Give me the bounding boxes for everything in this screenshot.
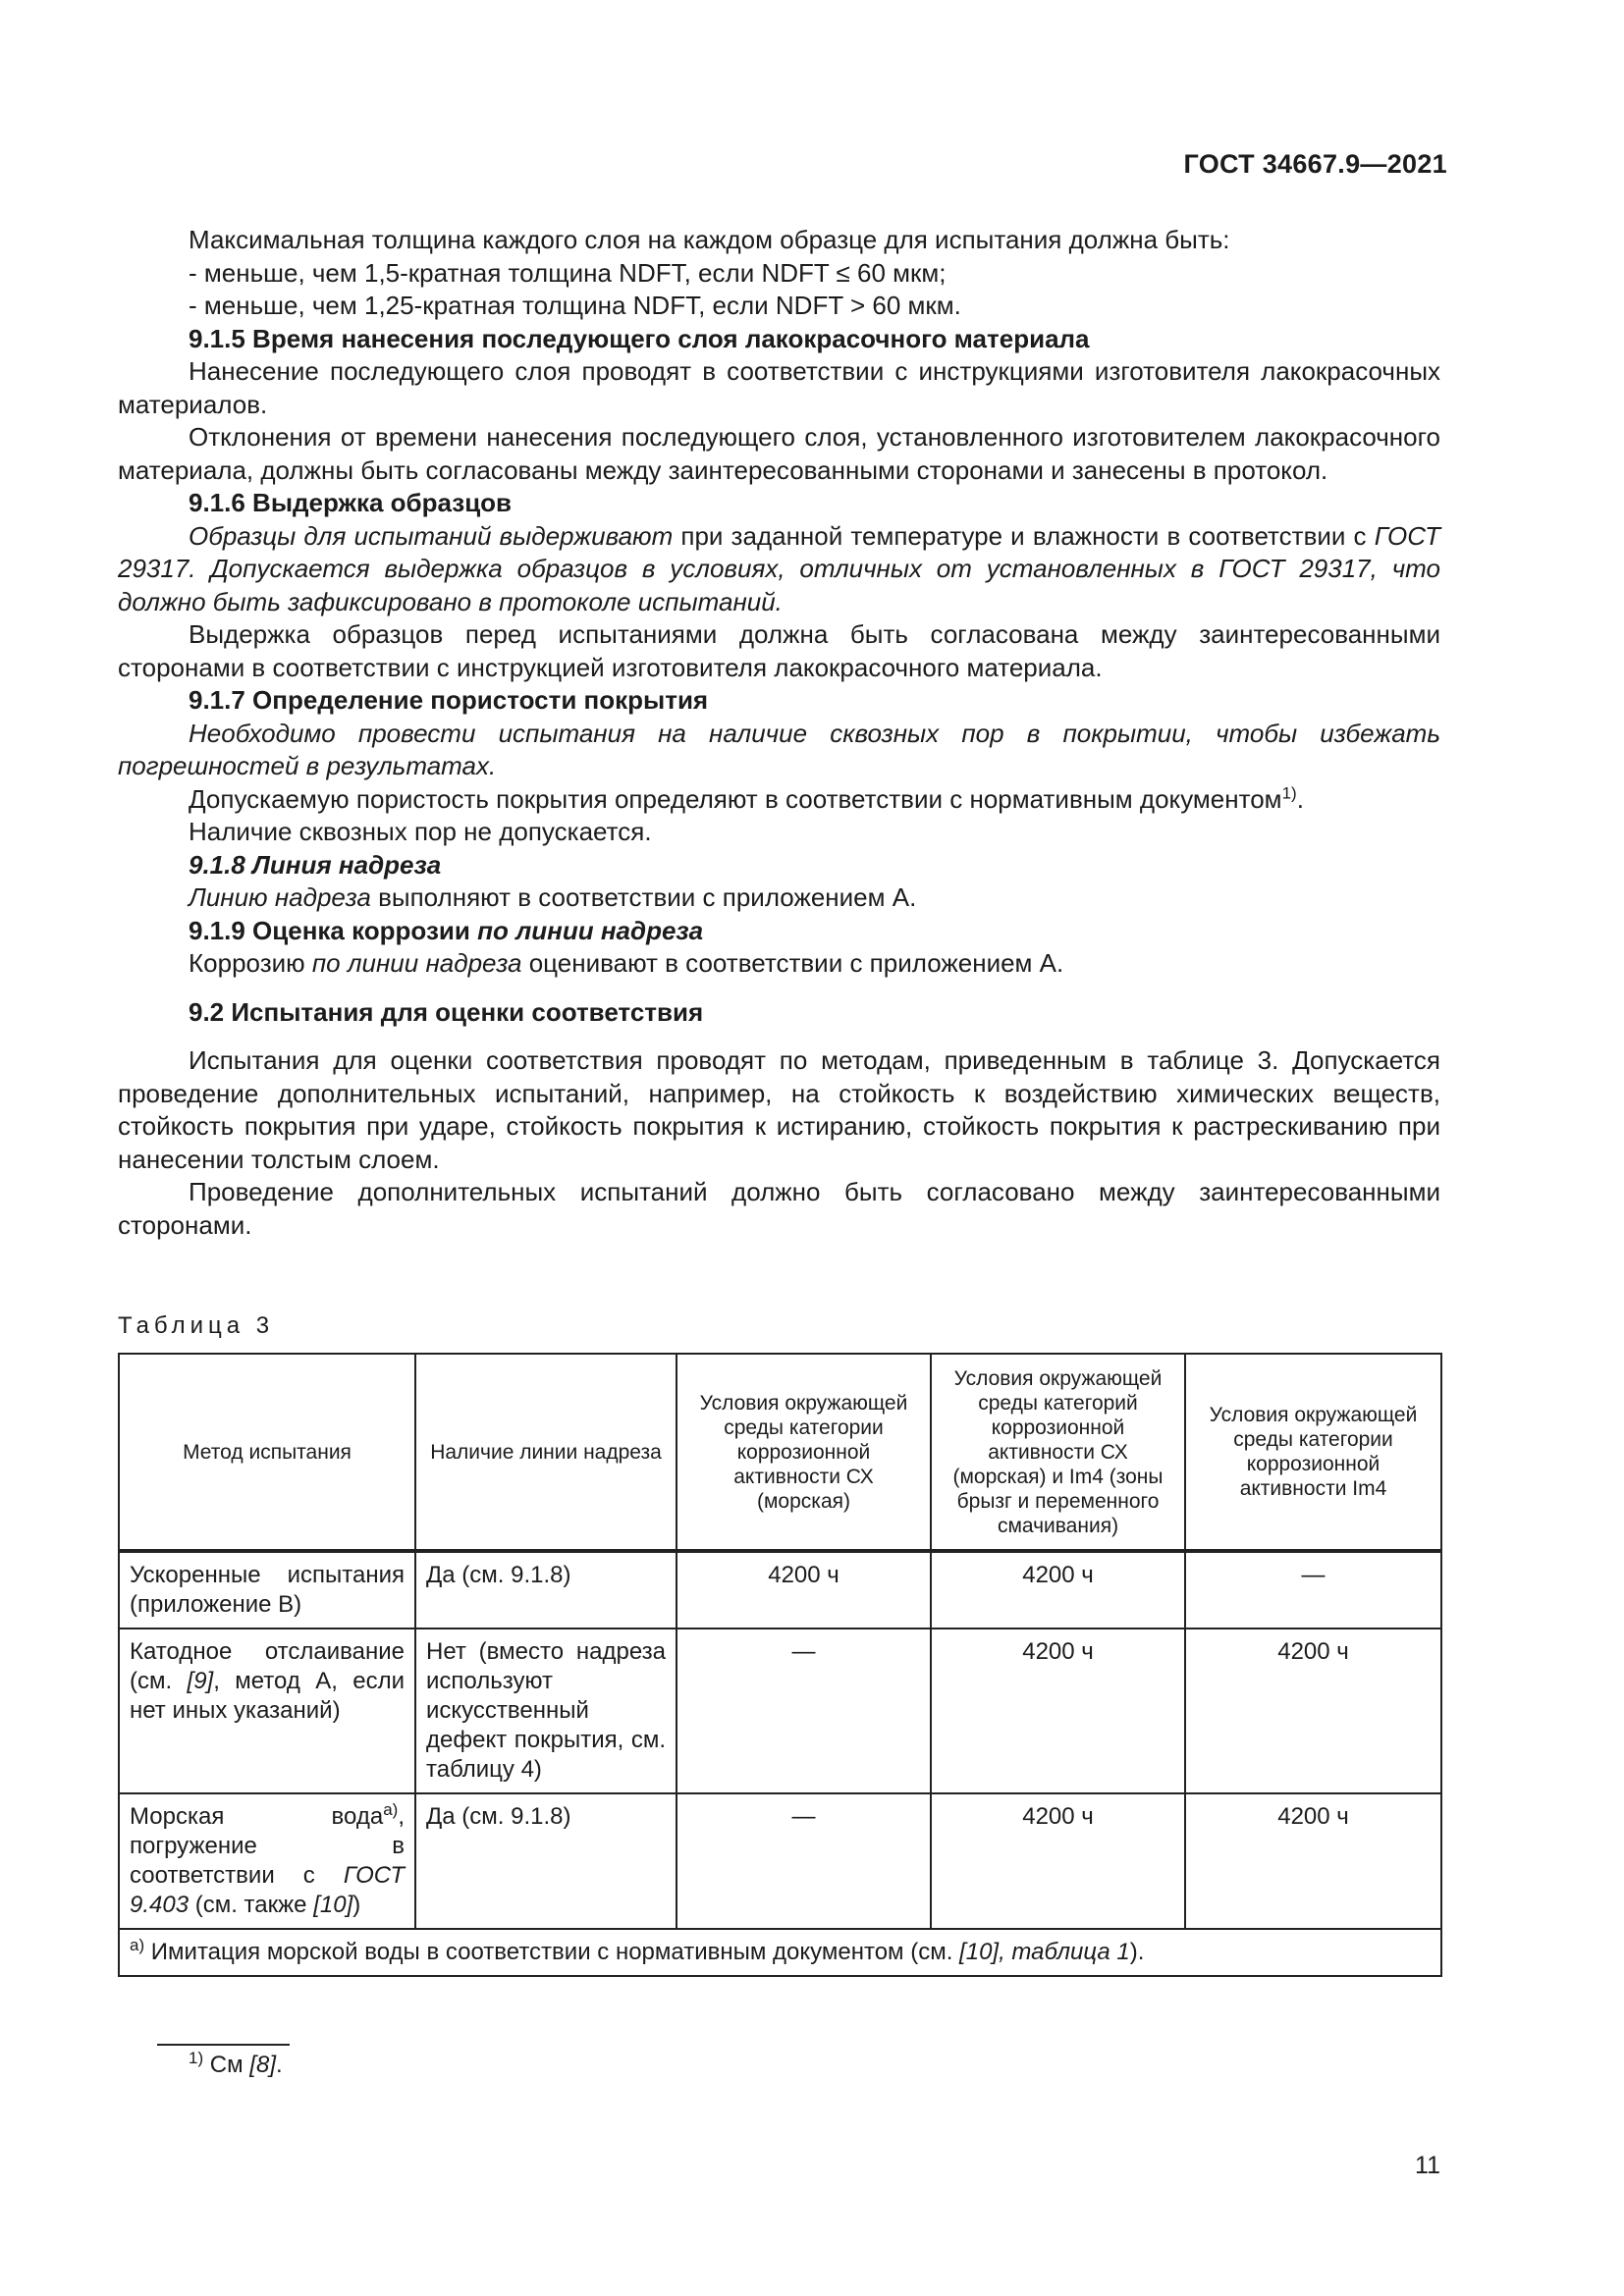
text: выполняют в соответствии с приложением А. [370, 882, 917, 912]
list-item: - меньше, чем 1,25-кратная толщина NDFT, если NDFT > 60 мкм. [189, 291, 961, 320]
footnote-ref: а) [383, 1800, 399, 1819]
text: , погружение в соответствии с [130, 1803, 405, 1889]
text: Допускаемую пористость покрытия определяют в соответствии с нормативным документом [189, 783, 1282, 814]
main-text [118, 224, 1440, 1242]
table-footnote [119, 1929, 1441, 1976]
cell-value: 4200 ч [677, 1551, 931, 1629]
paragraph: Максимальная толщина каждого слоя на каждом образце для испытания должна быть: [189, 225, 1230, 254]
document-id: ГОСТ 34667.9—2021 [1183, 149, 1447, 179]
column-header: Условия окружающей среды категорий коррозионной активности СХ (морская) и Im4 (зоны брызг и переменного смачивания) [931, 1354, 1185, 1551]
table-row [119, 1551, 1441, 1629]
page-footnote [189, 2049, 283, 2079]
text: Коррозию [189, 948, 312, 978]
text: См [203, 2052, 250, 2078]
table-3 [118, 1353, 1442, 1977]
section-heading-9-2: 9.2 Испытания для оценки соответствия [189, 996, 704, 1027]
cell-value: — [677, 1629, 931, 1793]
paragraph [118, 881, 1440, 915]
paragraph: Проведение дополнительных испытаний должно быть согласовано между заинтересованными сторонами. [118, 1177, 1440, 1240]
footnote-ref: 1) [1281, 782, 1297, 802]
cell-method [119, 1793, 415, 1929]
paragraph: Выдержка образцов перед испытаниями должна быть согласована между заинтересованными сторонами в соответствии с инструкцией изготовителя лакокрасочного материала. [118, 619, 1440, 682]
cell-value: 4200 ч [931, 1793, 1185, 1929]
italic-text: по линии надреза [477, 915, 704, 945]
column-header: Условия окружающей среды категории коррозионной активности СХ (морская) [677, 1354, 931, 1551]
footnote-mark: 1) [189, 2049, 204, 2067]
text: Имитация морской воды в соответствии с нормативным документом (см. [144, 1939, 960, 1965]
italic-text: ГОСТ 29317. Допускается выдержка образцов в условиях, отличных от установленных в ГОСТ 29317, что должно быть зафиксировано в протоколе испытаний. [118, 520, 1440, 616]
table-footnote-row [119, 1929, 1441, 1976]
section-heading-9-1-6: 9.1.6 Выдержка образцов [189, 488, 513, 517]
paragraph: Нанесение последующего слоя проводят в соответствии с инструкциями изготовителя лакокрасочных материалов. [118, 356, 1440, 419]
cell-value: — [1185, 1551, 1441, 1629]
section-heading-9-1-7: 9.1.7 Определение пористости покрытия [189, 685, 709, 715]
text: Катодное отслаивание (см. [130, 1638, 405, 1694]
cell-value: 4200 ч [1185, 1793, 1441, 1929]
text: Морская вода [130, 1803, 384, 1830]
section-heading-9-1-8: 9.1.8 Линия надреза [189, 849, 442, 880]
cell-method [119, 1629, 415, 1793]
text: при заданной температуре и влажности в соответствии с [673, 520, 1375, 551]
italic-text: по линии надреза [311, 948, 522, 978]
italic-text: Образцы для испытаний выдерживают [189, 520, 674, 551]
cell-notch: Нет (вместо надреза используют искусственный дефект покрытия, см. таблицу 4) [415, 1629, 677, 1793]
reference: [10] [313, 1892, 353, 1918]
paragraph [118, 520, 1440, 619]
text: 9.1.9 Оценка коррозии [189, 915, 478, 945]
paragraph [118, 783, 1440, 817]
column-header: Условия окружающей среды категории коррозионной активности Im4 [1185, 1354, 1441, 1551]
italic-text: Линию надреза [189, 882, 371, 912]
paragraph: Наличие сквозных пор не допускается. [189, 817, 652, 846]
section-heading-9-1-5: 9.1.5 Время нанесения последующего слоя лакокрасочного материала [189, 323, 1090, 353]
reference: [10], таблица 1 [959, 1939, 1130, 1965]
reference: [8] [249, 2052, 276, 2078]
table-header-row [119, 1354, 1441, 1551]
text: (см. также [189, 1892, 314, 1918]
column-header: Наличие линии надреза [415, 1354, 677, 1551]
text: , метод А, если нет иных указаний) [130, 1668, 406, 1724]
text: ). [1129, 1939, 1145, 1965]
cell-value: 4200 ч [931, 1551, 1185, 1629]
cell-notch: Да (см. 9.1.8) [415, 1551, 677, 1629]
cell-notch: Да (см. 9.1.8) [415, 1793, 677, 1929]
footnote-mark: а) [130, 1936, 145, 1954]
cell-value: 4200 ч [1185, 1629, 1441, 1793]
text: . [1296, 783, 1304, 814]
table-row [119, 1793, 1441, 1929]
paragraph [118, 947, 1440, 981]
paragraph: Отклонения от времени нанесения последующего слоя, установленного изготовителем лакокрасочного материала, должны быть согласованы между заинтересованными сторонами и занесены в протокол. [118, 422, 1440, 485]
list-item: - меньше, чем 1,5-кратная толщина NDFT, если NDFT ≤ 60 мкм; [189, 257, 947, 288]
paragraph: Испытания для оценки соответствия проводят по методам, приведенным в таблице 3. Допускается проведение дополнительных испытаний, например, на стойкость к воздействию химических веществ, стойкость покрытия при ударе, стойкость покрытия к истиранию, стойкость покрытия к растрескиванию при нанесении толстым слоем. [118, 1045, 1440, 1174]
cell-value: — [677, 1793, 931, 1929]
column-header: Метод испытания [119, 1354, 415, 1551]
footnote-separator [157, 2044, 290, 2046]
page-number: 11 [1415, 2152, 1440, 2179]
cell-method: Ускоренные испытания (приложение В) [119, 1551, 415, 1629]
section-heading-9-1-9 [118, 915, 1440, 948]
table-row [119, 1629, 1441, 1793]
paragraph: Необходимо провести испытания на наличие сквозных пор в покрытии, чтобы избежать погрешностей в результатах. [118, 718, 1440, 780]
text: оценивают в соответствии с приложением А. [521, 948, 1064, 978]
text: . [275, 2052, 283, 2078]
table-caption: Таблица 3 [118, 1312, 275, 1339]
reference: ГОСТ 9.403 [130, 1862, 405, 1918]
reference: [9] [187, 1668, 214, 1694]
cell-value: 4200 ч [931, 1629, 1185, 1793]
text: ) [352, 1892, 361, 1918]
